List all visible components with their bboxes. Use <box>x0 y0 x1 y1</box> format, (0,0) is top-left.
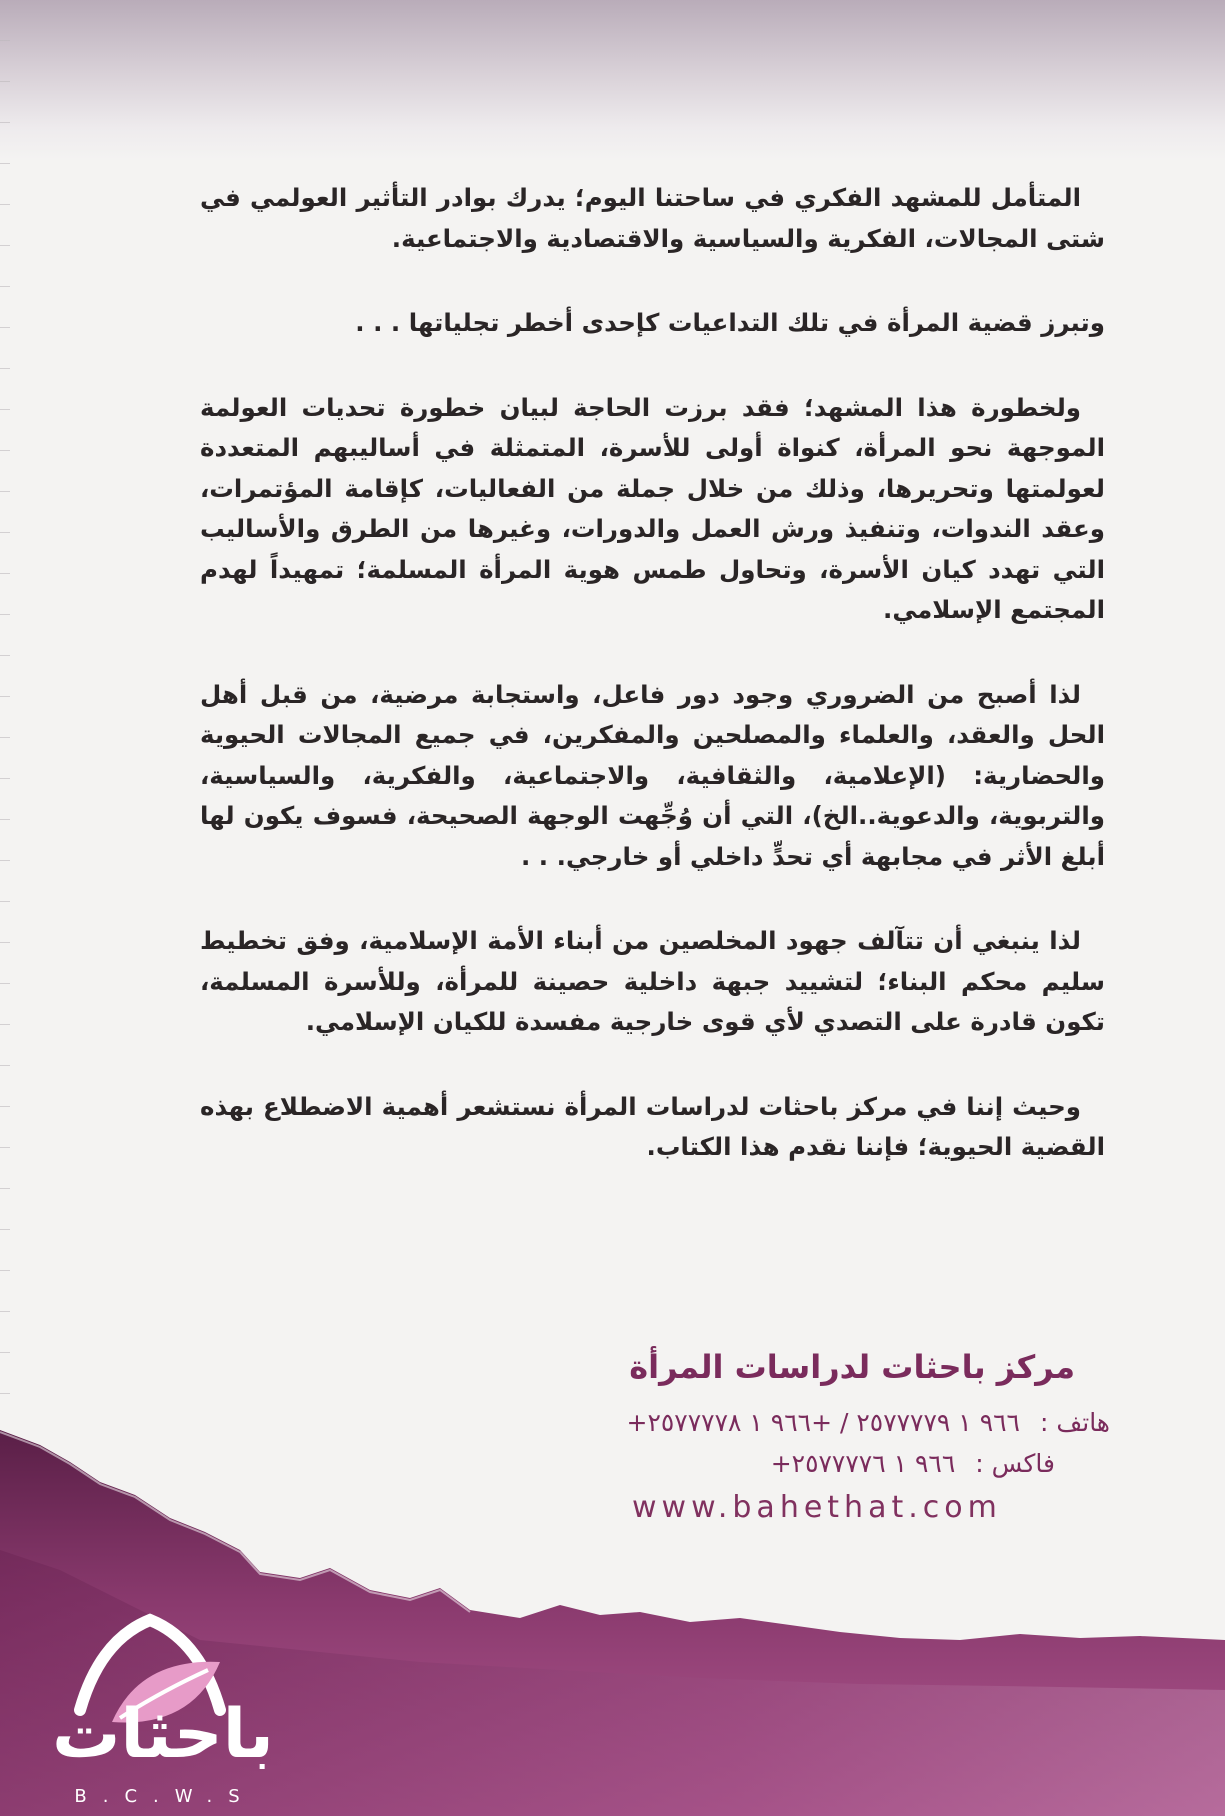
fax-label: فاكس : <box>975 1449 1055 1478</box>
back-cover-text <box>200 178 1105 1212</box>
paragraph-1: المتأمل للمشهد الفكري في ساحتنا اليوم؛ يدرك بوادر التأثير العولمي في شتى المجالات، الفكرية والسياسية والاقتصادية والاجتماعية. <box>200 183 1105 253</box>
org-name: مركز باحثات لدراسات المرأة <box>629 1348 1075 1386</box>
paragraph-6: وحيث إننا في مركز باحثات لدراسات المرأة نستشعر أهمية الاضطلاع بهذه القضية الحيوية؛ فإننا نقدم هذا الكتاب. <box>200 1091 1105 1161</box>
logo-initials: B.C.W.S <box>74 1786 256 1807</box>
fax-number[interactable]: +٩٦٦ ١ ٢٥٧٧٧٧٦ <box>770 1449 956 1478</box>
website-link[interactable]: www.bahethat.com <box>632 1490 1002 1525</box>
paragraph-3: ولخطورة هذا المشهد؛ فقد برزت الحاجة لبيان خطورة تحديات العولمة الموجهة نحو المرأة، كنواة أولى للأسرة، المتمثلة في أساليبهم المتعددة لعولمتها وتحريرها، وذلك من خلال جملة من الفعاليات، كإقامة المؤتمرات، وعقد الندوات، وتنفيذ ورش العمل والدورات، وغيرها من الطرق والأساليب التي تهدد كيان الأسرة، وتحاول طمس هوية المرأة المسلمة؛ تمهيداً لهدم المجتمع الإسلامي. <box>200 392 1105 624</box>
paragraph-5: لذا ينبغي أن تتآلف جهود المخلصين من أبناء الأمة الإسلامية، وفق تخطيط سليم محكم البناء؛ لتشييد جبهة داخلية حصينة للمرأة، وللأسرة المسلمة، تكون قادرة على التصدي لأي قوى خارجية مفسدة للكيان الإسلامي. <box>200 926 1105 1036</box>
phone-numbers[interactable]: +٩٦٦ ١ ٢٥٧٧٧٧٩ / +٩٦٦ ١ ٢٥٧٧٧٧٨ <box>626 1408 1020 1437</box>
paragraph-4: لذا أصبح من الضروري وجود دور فاعل، واستجابة مرضية، من قبل أهل الحل والعقد، والعلماء والمصلحين والمفكرين، في جميع المجالات الحيوية والحضارية: (الإعلامية، والثقافية، والاجتماعية، والفكرية، والسياسية، والتربوية، والدعوية..الخ)، التي أن وُجِّهت الوجهة الصحيحة، فسوف يكون لها أبلغ الأثر في مجابهة أي تحدٍّ داخلي أو خارجي. . . <box>200 679 1105 871</box>
top-gradient-band <box>0 0 1225 160</box>
logo-wordmark: باحثات <box>52 1695 274 1774</box>
phone-label: هاتف : <box>1039 1408 1110 1437</box>
paragraph-2: وتبرز قضية المرأة في تلك التداعيات كإحدى أخطر تجلياتها . . . <box>355 308 1105 337</box>
